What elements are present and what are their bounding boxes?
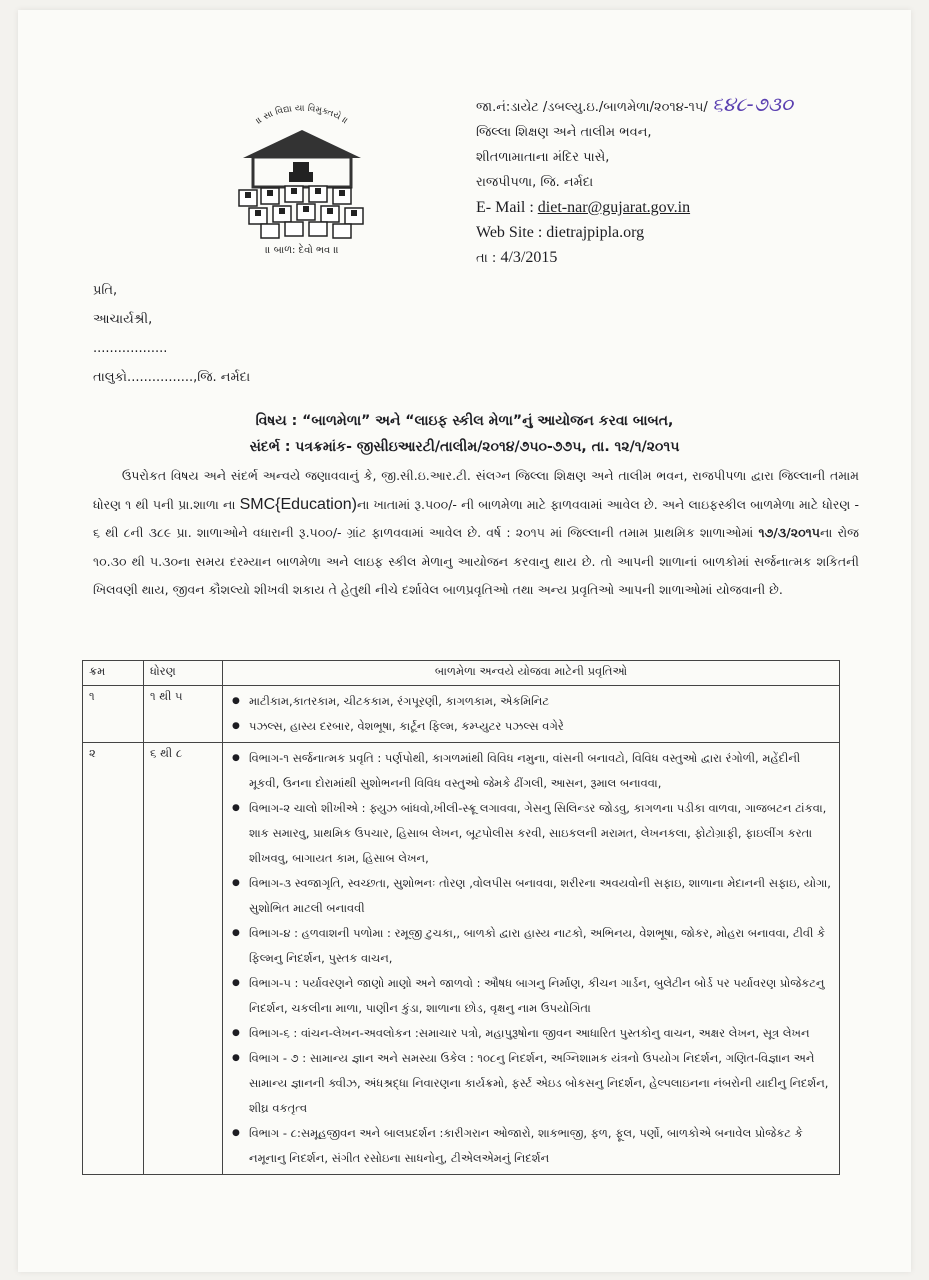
list-item: ● વિભાગ - ૭ : સામાન્ય જ્ઞાન અને સમસ્યા ઉકેલ : ૧૦૮નુ નિદર્શન, અગ્નિશામક યંત્રનો ઉપયોગ નિદર્શન, ગણિત-વિજ્ઞાન અને સામાન્ય જ્ઞાનની ક્વીઝ, અંધશ્રદ્ધા નિવારણના કાર્યક્રમો, ફર્સ્ટ એઇડ બોકસનુ નિદર્શન, હેલ્પલાઇનના નંબરોની યાદીનુ નિદર્શન, શીઘ્ર વકતૃત્વ	[229, 1046, 833, 1121]
smc-text: SMC{Education)	[239, 495, 357, 513]
list-item: ● વિભાગ-૫ : પર્યાવરણને જાણો માણો અને જાળવો : ઔષધ બાગનુ નિર્માણ, કીચન ગાર્ડન, બુલેટીન બોર્ડ પર પર્યાવરણ પ્રોજેકટનુ નિદર્શન, ચકલીના માળા, પાણીન કુંડા, શાળાના છોડ, વૃક્ષનુ નામ ઉપયોગિતા	[229, 971, 833, 1021]
body-part-1: ઉપરોકત વિષય અને સંદર્ભ અન્વયે જણાવવાનું કે, જી.સી.ઇ.આર.ટી. સંલગ્ન જિલ્લા શિક્ષણ અને તાલીમ ભવન, રાજપીપળા દ્વારા જિલ્લાની તમામ ધોરણ ૧ થી ૫ની પ્રા.શાળા ના	[93, 468, 859, 512]
table-header-row	[83, 661, 840, 686]
address-line-1: શીતળામાતાના મંદિર પાસે,	[476, 150, 610, 165]
letter-date: 4/3/2015	[500, 249, 558, 266]
org-name: જિલ્લા શિક્ષણ અને તાલીમ ભવન,	[476, 125, 652, 140]
reference-line: સંદર્ભ : પત્રક્રમાંક- જીસીઇઆરટી/તાલીમ/૨૦૧૪/૭૫૦-૭૭૫, તા. ૧૨/૧/૨૦૧૫	[249, 439, 680, 455]
institution-logo	[235, 100, 370, 260]
table-row	[83, 743, 840, 1175]
row-standard: ૧ થી ૫	[144, 686, 223, 743]
website-label: Web Site :	[476, 224, 547, 241]
recipient-line-2: આચાર્યશ્રી,	[93, 312, 153, 327]
logo-top-motto: ॥ સા વિદ્યા યા વિમુક્તયે ॥	[254, 103, 350, 127]
row-serial: ૧	[83, 686, 144, 743]
list-item: ● વિભાગ - ૮:સમૂહજીવન અને બાલપ્રદર્શન :કારીગરાન ઓજારો, શાકભાજી, ફળ, ફૂલ, પર્ણો, બાળકોએ બનાવેલ પ્રોજેકટ કે નમૂનાનુ નિદર્શન, સંગીત રસોઇના સાધનોનુ, ટીએલએમનું નિદર્શન	[229, 1121, 833, 1171]
header-standard: ધોરણ	[144, 661, 223, 686]
event-date: ૧૭/૩/૨૦૧૫	[758, 525, 820, 540]
header-activities: બાળમેળા અન્વયે યોજવા માટેની પ્રવૃતિઓ	[223, 661, 840, 686]
recipient-line-1: પ્રતિ,	[93, 283, 118, 298]
date-line	[476, 245, 793, 271]
letterhead	[476, 92, 793, 271]
row-activities	[223, 743, 840, 1175]
date-label: તા :	[476, 251, 501, 266]
svg-text:॥ સા વિદ્યા યા વિમુક્તયે ॥	[254, 103, 349, 127]
reference-printed: જા.નં:ડાયેટ /ડબલ્યુ.ઇ./બાળમેળા/૨૦૧૪-૧૫/	[476, 100, 708, 115]
recipient-block	[93, 276, 250, 392]
email-label: E- Mail :	[476, 199, 538, 216]
body-paragraph	[93, 462, 859, 605]
reference-handwritten: ૬૪૮-૭૩૦	[711, 92, 793, 116]
body-part-2: ના ખાતામાં રૂ.૫૦૦/- ની બાળમેળા માટે ફાળવવામાં આવેલ છે. અને લાઇફસ્કીલ બાળમેળા માટે ધોરણ - ૬ થી ૮ની ૩૮૯ પ્રા. શાળાઓને વધારાની રૂ.૫૦૦/- ગ્રાંટ ફાળવવામાં આવેલ છે. વર્ષ : ૨૦૧૫ માં જિલ્લાની તમામ પ્રાથમિક શાળાઓમાં	[93, 496, 860, 540]
subject-line: વિષય : “બાળમેળા” અને “લાઇફ સ્કીલ મેળા”નું આયોજન કરવા બાબત,	[255, 413, 674, 429]
row-standard: ૬ થી ૮	[144, 743, 223, 1175]
header-serial: ક્રમ	[83, 661, 144, 686]
recipient-line-3: ..................	[93, 341, 168, 356]
website-link[interactable]: dietrajpipla.org	[546, 224, 645, 241]
body-part-3: ના રોજ ૧૦.૩૦ થી ૫.૩૦ના સમય દરમ્યાન બાળમેળા અને લાઇફ સ્કીલ મેળાનુ આયોજન કરવાનુ થાય છે. તો આપની શાળાનાં બાળકોમાં સર્જનાત્મક શકિતની ખિલવણી થાય, જીવન કૌશલ્યો શીખવી શકાય તે હેતુથી નીચે દર્શાવેલ બાળપ્રવૃતિઓ તથા અન્ય પ્રવૃતિઓ આપની શાળાઓમાં યોજવાની છે.	[93, 525, 859, 597]
website-line	[476, 220, 793, 245]
row-activities	[223, 686, 840, 743]
list-item: ● માટીકામ,કાતરકામ, ચીટકકામ, રંગપૂરણી, કાગળકામ, એકમિનિટ	[229, 689, 833, 714]
address-line-2: રાજપીપળા, જિ. નર્મદા	[476, 175, 594, 190]
recipient-line-4: તાલુકો................,જિ. નર્મદા	[93, 370, 251, 385]
list-item: ● પઝલ્સ, હાસ્ય દરબાર, વેશભૂષા, કાર્ટૂન ફિલ્મ, કમ્પ્યુટર પઝલ્સ વગેરે	[229, 714, 833, 739]
table-row	[83, 686, 840, 743]
row-serial: ૨	[83, 743, 144, 1175]
list-item: ● વિભાગ-૩ સ્વજાગૃતિ, સ્વચ્છતા, સુશોભનઃ તોરણ ,વોલપીસ બનાવવા, શરીરના અવયવોની સફાઇ, શાળાના મેદાનની સફાઇ, યોગા, સુશોભિત માટલી બનાવવી	[229, 871, 833, 921]
list-item: ● વિભાગ-૨ ચાલો શીખીએ : ફ્યુઝ બાંધવો,ખીલી-સ્ક્રૂ લગાવવા, ગેસનુ સિલિન્ડર જોડવુ, કાગળના પડીકા વાળવા, ગાજબટન ટાંકવા, શાક સમારવુ, પ્રાથમિક ઉપચાર, હિસાબ લેખન, બૂટપોલીસ કરવી, સાઇકલની મરામત, લેખનકલા, ફોટોગ્રાફી, ફાઇલીંગ કરતા શીખવવુ, બાગાયત કામ, હિસાબ લેખન,	[229, 796, 833, 871]
subject-block	[0, 408, 929, 460]
reference-number	[476, 92, 793, 120]
list-item: ● વિભાગ-૪ : હળવાશની પળોમા : રમૂજી ટુચકા,, બાળકો દ્વારા હાસ્ય નાટકો, અભિનય, વેશભૂષા, જોકર, મોહરા બનાવવા, ટીવી કે ફિલ્મનુ નિદર્શન, પુસ્તક વાચન,	[229, 921, 833, 971]
email-line	[476, 195, 793, 220]
list-item: ● વિભાગ-૧ સર્જનાત્મક પ્રવૃતિ : પર્ણપોથી, કાગળમાંથી વિવિધ નમુના, વાંસની બનાવટો, વિવિધ વસ્તુઓ દ્વારા રંગોળી, મહેંદીની મૂકવી, ઉનના દોરામાંથી સુશોભનની વિવિધ વસ્તુઓ જેમકે ઢીંગલી, આસન, રૂમાલ બનાવવા,	[229, 746, 833, 796]
activities-table	[82, 660, 840, 1175]
logo-bottom-motto: ॥ બાળ: દેવો ભવ ॥	[265, 245, 339, 256]
list-item: ● વિભાગ-૬ : વાંચન-લેખન-અવલોકન :સમાચાર પત્રો, મહાપુરૂષોના જીવન આધારિત પુસ્તકોનુ વાચન, અક્ષર લેખન, સૂત્ર લેખન	[229, 1021, 833, 1046]
email-link[interactable]: diet-nar@gujarat.gov.in	[537, 199, 691, 216]
